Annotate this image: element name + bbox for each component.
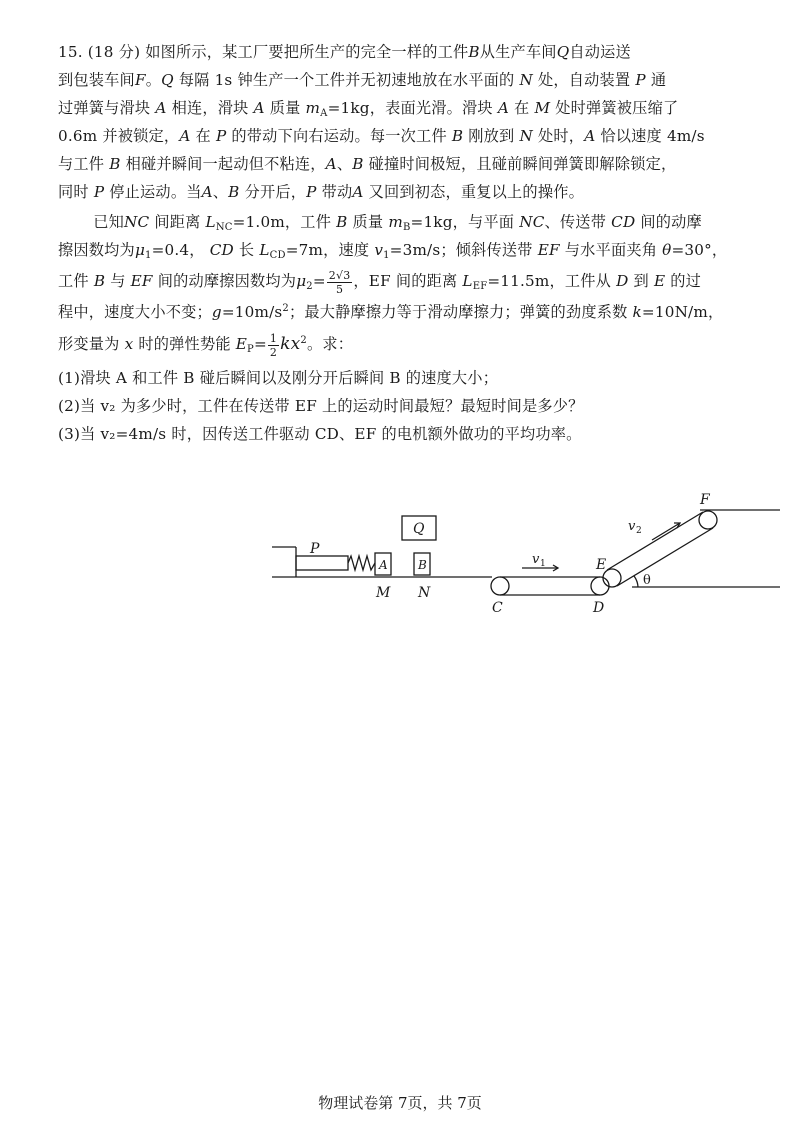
spring — [348, 556, 375, 570]
sym: A — [325, 155, 337, 173]
text: 与 — [110, 272, 126, 290]
label-f: F — [700, 492, 710, 508]
text: =3m/s；倾斜传送带 — [389, 241, 533, 259]
text: 同时 — [58, 183, 89, 201]
given-line-1 — [58, 208, 768, 236]
text: 刚放到 — [468, 127, 515, 145]
text: 形变量为 — [58, 335, 120, 353]
sym: A — [155, 99, 167, 117]
sub: 1 — [145, 250, 152, 261]
text: 带动 — [321, 183, 353, 201]
question-3: (3)当 v₂=4m/s 时，因传送工件驱动 CD、EF 的电机额外做功的平均功率。 — [58, 425, 582, 443]
problem-given — [58, 208, 768, 362]
sub: CD — [269, 250, 286, 261]
sym: N — [519, 127, 533, 145]
label-b: B — [418, 558, 427, 572]
intro-line-2 — [58, 66, 768, 94]
text: 相碰并瞬间一起动但不粘连， — [125, 155, 326, 173]
label-a: A — [379, 558, 388, 572]
sym: m — [388, 213, 403, 231]
sym: D — [616, 272, 629, 290]
questions — [58, 364, 768, 448]
belt-ef-top — [607, 512, 703, 570]
page-footer: 物理试卷第 7页，共 7页 — [318, 1094, 482, 1112]
text: =0.4， — [151, 241, 205, 259]
text: 分开后， — [244, 183, 307, 201]
sym: B — [451, 127, 464, 145]
text: 与水平面夹角 — [564, 241, 658, 259]
text: ，EF 间的距离 — [353, 272, 458, 290]
sub: B — [402, 222, 411, 233]
label-d: D — [593, 600, 605, 616]
text: =7m，速度 — [285, 241, 370, 259]
text: =30°， — [671, 241, 728, 259]
sub: A — [320, 108, 328, 119]
sub: 2 — [306, 281, 313, 292]
problem-score: (18 分) — [87, 43, 141, 61]
text: =1kg，与平面 — [410, 213, 515, 231]
text: 到包装车间 — [58, 71, 135, 89]
intro-line-1 — [58, 38, 768, 66]
sub: NC — [215, 222, 233, 233]
text: 工件 — [58, 272, 89, 290]
text: 长 — [238, 241, 255, 259]
fraction-den: 2 — [269, 345, 278, 359]
given-line-3 — [58, 264, 768, 298]
text: 间的动摩擦因数均为 — [157, 272, 297, 290]
sym: L — [205, 213, 216, 231]
intro-line-4 — [58, 122, 768, 150]
sym: k — [632, 303, 642, 321]
text: 到 — [633, 272, 649, 290]
text: 。求： — [306, 335, 354, 353]
text: 处，自动装置 — [538, 71, 631, 89]
text: 的过 — [670, 272, 702, 290]
text: 间的动摩 — [640, 213, 702, 231]
text: 碰撞时间极短，且碰前瞬间弹簧即解除锁定， — [368, 155, 677, 173]
sym: L — [259, 241, 270, 259]
text: 处时， — [538, 127, 585, 145]
text: 如图所示，某工厂要把所生产的完全一样的工件 — [145, 43, 469, 61]
sym: P — [635, 71, 646, 89]
sym: E — [653, 272, 666, 290]
sym: A — [584, 127, 596, 145]
sym: μ — [296, 272, 307, 290]
sym: A — [253, 99, 265, 117]
problem-intro — [58, 38, 768, 206]
sym: A — [201, 183, 213, 201]
sym: v — [374, 241, 384, 259]
intro-line-5 — [58, 150, 768, 178]
sym: L — [462, 272, 473, 290]
sym: g — [211, 303, 222, 321]
sym: B — [228, 183, 240, 201]
sym: M — [534, 99, 551, 117]
label-m: M — [376, 585, 391, 601]
text: 、 — [212, 183, 229, 201]
label-q: Q — [413, 521, 425, 537]
sym: NC — [519, 213, 545, 231]
given-line-4 — [58, 298, 768, 326]
label-v2-sub: 2 — [636, 526, 642, 536]
sym: EF — [537, 241, 560, 259]
sym: P — [215, 127, 227, 145]
intro-line-3 — [58, 94, 768, 122]
question-2: (2)当 v₂ 为多少时，工件在传送带 EF 上的运动时间最短？最短时间是多少？ — [58, 397, 584, 415]
text: 处时弹簧被压缩了 — [555, 99, 679, 117]
text: 程中，速度大小不变； — [58, 303, 212, 321]
text: 在 — [195, 127, 211, 145]
sym: B — [352, 155, 364, 173]
text: 、传送带 — [544, 213, 607, 231]
text: 相连，滑块 — [171, 99, 249, 117]
conveyor-diagram — [260, 490, 780, 620]
text: 的带动下向右运动。每一次工件 — [231, 127, 447, 145]
piston-p — [296, 556, 348, 570]
fraction-num: 2√3 — [328, 268, 351, 282]
text: 恰以速度 4m/s — [600, 127, 705, 145]
sym: NC — [123, 213, 150, 231]
sup: 2 — [300, 334, 307, 346]
text: 间距离 — [154, 213, 201, 231]
question-1: (1)滑块 A 和工件 B 碰后瞬间以及刚分开后瞬间 B 的速度大小； — [58, 369, 499, 387]
label-n: N — [418, 585, 431, 601]
roller-d — [591, 577, 609, 595]
sym: μ — [134, 241, 146, 259]
sym: kx — [280, 334, 301, 354]
roller-f — [699, 511, 717, 529]
fraction-den: 5 — [335, 282, 344, 296]
sym: m — [305, 99, 321, 117]
sym: CD — [611, 213, 636, 231]
text: 已知 — [93, 213, 124, 231]
text: 擦因数均为 — [58, 241, 135, 259]
text: 过弹簧与滑块 — [58, 99, 151, 117]
sub: EF — [472, 281, 488, 292]
sym: A — [179, 127, 191, 145]
sym: F — [134, 71, 146, 89]
text: 、 — [336, 155, 353, 173]
roller-c — [491, 577, 509, 595]
text: 0.6m 并被锁定， — [58, 127, 180, 145]
text: 从生产车间 — [479, 43, 557, 61]
text: =1kg，表面光滑。滑块 — [327, 99, 493, 117]
text: =10m/s — [221, 303, 283, 321]
label-v2: v — [628, 519, 636, 534]
text: = — [253, 335, 267, 353]
sym: B — [93, 272, 106, 290]
sym: x — [124, 335, 134, 353]
intro-line-6 — [58, 178, 768, 206]
given-line-5 — [58, 326, 768, 362]
sub: P — [247, 344, 254, 355]
text: 。 — [145, 71, 162, 89]
theta-arc — [634, 576, 638, 587]
text: 质量 — [269, 99, 301, 117]
label-v1: v — [532, 552, 540, 567]
sym: Q — [556, 43, 570, 61]
sym: Q — [161, 71, 174, 89]
label-e: E — [596, 557, 607, 573]
sym: A — [352, 183, 364, 201]
fraction-num: 1 — [269, 331, 278, 345]
text: 又回到初态，重复以上的操作。 — [368, 183, 584, 201]
sup: 2 — [282, 302, 289, 314]
sym: EF — [130, 272, 153, 290]
text: 自动运送 — [569, 43, 631, 61]
text: 质量 — [352, 213, 384, 231]
label-p: P — [310, 541, 320, 557]
text: ；最大静摩擦力等于滑动摩擦力；弹簧的劲度系数 — [288, 303, 628, 321]
text: 在 — [514, 99, 530, 117]
label-v1-sub: 1 — [540, 559, 546, 569]
text: =11.5m，工件从 — [487, 272, 612, 290]
sym: A — [497, 99, 509, 117]
problem-number: 15. — [58, 43, 83, 61]
fraction-half — [268, 332, 279, 359]
sym: E — [235, 335, 248, 353]
fraction-mu2 — [327, 269, 353, 296]
text: 停止运动。当 — [109, 183, 202, 201]
sym: N — [519, 71, 533, 89]
sub: 1 — [383, 250, 390, 261]
text: =1.0m，工件 — [232, 213, 332, 231]
text: =10N/m， — [641, 303, 724, 321]
sym: B — [336, 213, 348, 231]
v2-arrow — [652, 523, 680, 540]
given-line-2 — [58, 236, 768, 264]
belt-ef-bottom — [617, 528, 713, 586]
sym: B — [109, 155, 121, 173]
sym: P — [93, 183, 105, 201]
label-c: C — [492, 600, 503, 616]
text: 每隔 1s 钟生产一个工件并无初速地放在水平面的 — [178, 71, 515, 89]
text: = — [312, 272, 326, 290]
text: 与工件 — [58, 155, 105, 173]
sym: θ — [662, 241, 672, 259]
sym: B — [468, 43, 480, 61]
problem-15 — [58, 38, 768, 448]
sym: P — [306, 183, 317, 201]
text: 时的弹性势能 — [138, 335, 231, 353]
sym: CD — [209, 241, 234, 259]
label-theta: θ — [643, 573, 651, 588]
text: 通 — [650, 71, 667, 89]
